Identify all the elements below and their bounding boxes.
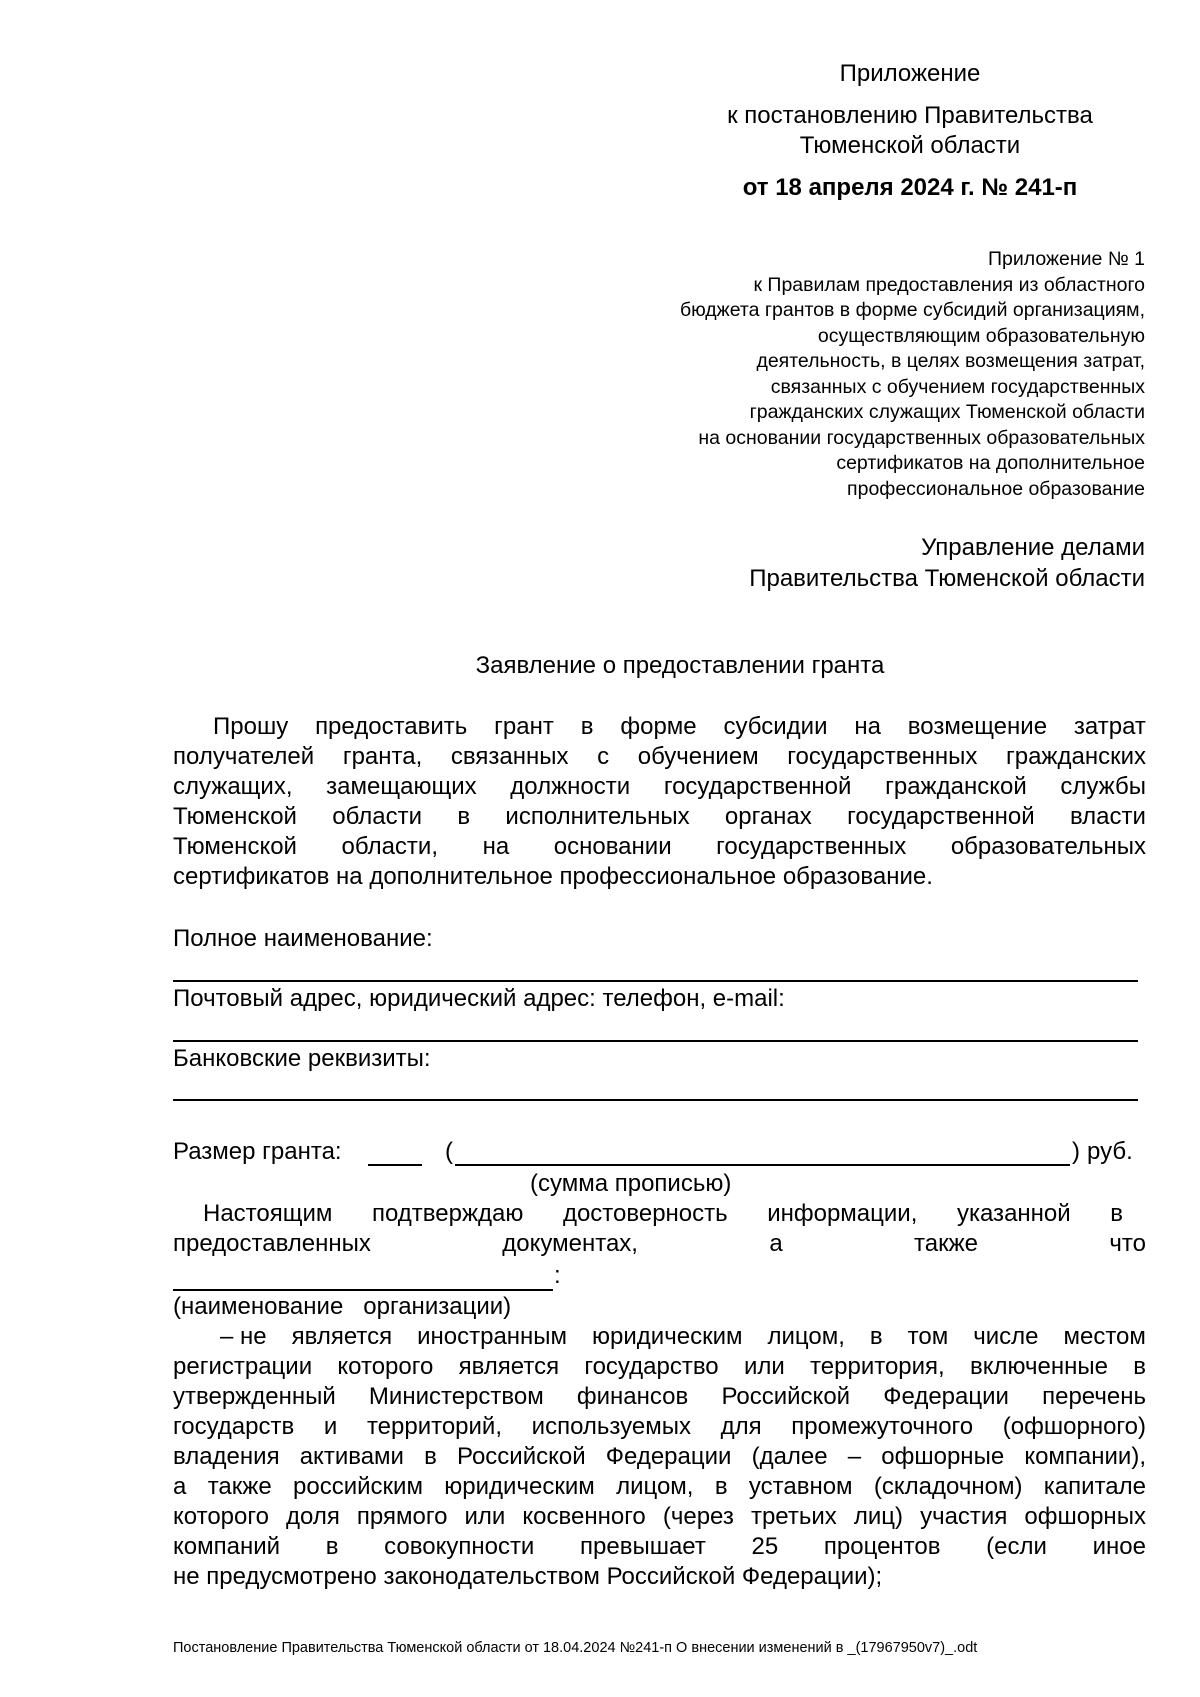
request-line bbox=[173, 743, 1146, 771]
bank-details-label: Банковские реквизиты: bbox=[173, 1045, 431, 1072]
word: (если bbox=[986, 1533, 1047, 1560]
word: исполнительных bbox=[505, 803, 690, 830]
word: 25 bbox=[751, 1533, 779, 1560]
sum-in-words-caption: (сумма прописью) bbox=[530, 1170, 732, 1197]
word: российским bbox=[293, 1473, 423, 1500]
request-line bbox=[173, 773, 1146, 801]
word: государственной bbox=[847, 803, 1035, 830]
word: в bbox=[714, 1473, 728, 1500]
offshore-line bbox=[220, 1323, 1146, 1351]
word: доля bbox=[286, 1503, 340, 1530]
word: в bbox=[325, 1533, 339, 1560]
word: местом bbox=[1063, 1323, 1146, 1350]
rules-appendix-line: на основании государственных образовательных bbox=[698, 426, 1145, 449]
word: государство bbox=[584, 1353, 719, 1380]
request-line-last: сертификатов на дополнительное профессиональное образование. bbox=[173, 863, 933, 890]
open-paren: ( bbox=[445, 1138, 453, 1165]
address-label: Почтовый адрес, юридический адрес: телефон, e-mail: bbox=[173, 985, 785, 1012]
word: лицом, bbox=[616, 1473, 694, 1500]
word: превышает bbox=[580, 1533, 706, 1560]
word: или bbox=[464, 1503, 506, 1530]
word: регистрации bbox=[173, 1353, 313, 1380]
word: а bbox=[769, 1230, 783, 1257]
word: компании), bbox=[1024, 1443, 1146, 1470]
request-line bbox=[213, 713, 1146, 741]
word: получателей bbox=[173, 743, 315, 770]
address-field[interactable] bbox=[173, 1040, 1138, 1042]
grant-amount-words-field[interactable] bbox=[455, 1164, 1070, 1166]
word: гражданской bbox=[885, 773, 1027, 800]
offshore-line bbox=[173, 1503, 1146, 1531]
word: области, bbox=[341, 833, 438, 860]
confirmation-line-1 bbox=[203, 1200, 1123, 1228]
word: форме bbox=[620, 713, 697, 740]
word: (складочном) bbox=[873, 1473, 1023, 1500]
word: для bbox=[720, 1413, 762, 1440]
word: информации, bbox=[767, 1200, 918, 1227]
word: которого bbox=[337, 1353, 434, 1380]
word: лицом, bbox=[767, 1323, 845, 1350]
rules-appendix-line: к Правилам предоставления из областного bbox=[753, 273, 1145, 296]
word: лиц) bbox=[853, 1503, 903, 1530]
word: – bbox=[847, 1443, 862, 1470]
word: компаний bbox=[173, 1533, 281, 1560]
word: или bbox=[743, 1353, 785, 1380]
offshore-line bbox=[173, 1533, 1146, 1561]
full-name-field[interactable] bbox=[173, 980, 1138, 982]
word: является bbox=[458, 1353, 560, 1380]
word: должности bbox=[510, 773, 631, 800]
word: также bbox=[207, 1473, 272, 1500]
rules-appendix-line: бюджета грантов в форме субсидий организациям, bbox=[679, 299, 1145, 321]
rules-appendix-line: деятельность, в целях возмещения затрат, bbox=[756, 350, 1145, 372]
word: Российской bbox=[456, 1443, 586, 1470]
word: – не bbox=[220, 1323, 267, 1350]
request-line bbox=[173, 803, 1146, 831]
word: офшорные bbox=[881, 1443, 1005, 1470]
word: и bbox=[323, 1413, 338, 1440]
resolution-line-1: к постановлению Правительства bbox=[727, 102, 1093, 129]
word: в bbox=[1110, 1200, 1123, 1227]
word: власти bbox=[1069, 803, 1146, 830]
word: государств bbox=[173, 1413, 295, 1440]
word: капитале bbox=[1043, 1473, 1146, 1500]
word: владения bbox=[173, 1443, 280, 1470]
word: процентов bbox=[823, 1533, 941, 1560]
word: Федерации bbox=[605, 1443, 732, 1470]
word: промежуточного bbox=[791, 1413, 974, 1440]
word: в bbox=[580, 713, 594, 740]
word: достоверность bbox=[562, 1200, 728, 1227]
word: уставном bbox=[748, 1473, 853, 1500]
word: обучением bbox=[637, 743, 759, 770]
grant-size-label: Размер гранта: bbox=[173, 1138, 342, 1165]
appendix-label: Приложение bbox=[839, 60, 981, 87]
word: предоставить bbox=[315, 713, 468, 740]
rules-appendix-line: Приложение № 1 bbox=[988, 248, 1145, 270]
word: активами bbox=[299, 1443, 404, 1470]
addressee-line-1: Управление делами bbox=[921, 534, 1145, 561]
word: на bbox=[482, 833, 510, 860]
word: включенные bbox=[970, 1353, 1108, 1380]
word: территория, bbox=[810, 1353, 945, 1380]
addressee-line-2: Правительства Тюменской области bbox=[749, 565, 1145, 592]
word: используемых bbox=[531, 1413, 691, 1440]
word: замещающих bbox=[326, 773, 477, 800]
grant-amount-field[interactable] bbox=[368, 1164, 422, 1166]
word: Министерством bbox=[368, 1383, 544, 1410]
resolution-line-2: Тюменской области bbox=[799, 132, 1021, 159]
word: предоставленных bbox=[173, 1230, 371, 1257]
organization-name-field[interactable] bbox=[173, 1289, 553, 1291]
resolution-date-number: от 18 апреля 2024 г. № 241-п bbox=[742, 174, 1078, 201]
word: служащих, bbox=[173, 773, 293, 800]
word: косвенного bbox=[522, 1503, 646, 1530]
word: третьих bbox=[750, 1503, 837, 1530]
word: что bbox=[1109, 1230, 1146, 1257]
word: (далее bbox=[751, 1443, 828, 1470]
word: возмещение bbox=[907, 713, 1048, 740]
word: Российской bbox=[721, 1383, 851, 1410]
word: органах bbox=[724, 803, 812, 830]
word: юридическим bbox=[444, 1473, 595, 1500]
rules-appendix-line: гражданских служащих Тюменской области bbox=[749, 401, 1145, 423]
confirmation-line-2 bbox=[173, 1230, 1146, 1258]
word: гранта, bbox=[342, 743, 423, 770]
addressee bbox=[749, 532, 1145, 594]
word: Тюменской bbox=[173, 833, 297, 860]
word: в bbox=[1133, 1353, 1146, 1380]
word: Прошу bbox=[213, 713, 289, 740]
word: в bbox=[424, 1443, 437, 1470]
word: государственных bbox=[787, 743, 978, 770]
word: участия bbox=[920, 1503, 1008, 1530]
colon: : bbox=[554, 1262, 561, 1289]
word: Настоящим bbox=[203, 1200, 333, 1227]
word: государственной bbox=[663, 773, 852, 800]
word: юридическим bbox=[592, 1323, 743, 1350]
word: указанной bbox=[956, 1200, 1071, 1227]
offshore-line bbox=[173, 1443, 1146, 1471]
word: с bbox=[597, 743, 610, 770]
word: числе bbox=[973, 1323, 1039, 1350]
word: на bbox=[854, 713, 881, 740]
word: субсидии bbox=[723, 713, 828, 740]
offshore-line bbox=[173, 1383, 1146, 1411]
word: том bbox=[907, 1323, 949, 1350]
word: Тюменской bbox=[173, 803, 297, 830]
word: затрат bbox=[1073, 713, 1146, 740]
word: (через bbox=[662, 1503, 734, 1530]
bank-details-field[interactable] bbox=[173, 1099, 1138, 1101]
word: прямого bbox=[356, 1503, 448, 1530]
word: в bbox=[457, 803, 471, 830]
word: которого bbox=[173, 1503, 269, 1530]
word: связанных bbox=[450, 743, 569, 770]
rules-appendix-line: сертификатов на дополнительное bbox=[836, 452, 1145, 474]
word: является bbox=[291, 1323, 393, 1350]
offshore-line bbox=[173, 1413, 1146, 1441]
word: подтверждаю bbox=[371, 1200, 524, 1227]
word: а bbox=[173, 1473, 187, 1500]
word: грант bbox=[494, 713, 554, 740]
word: образовательных bbox=[950, 833, 1146, 860]
word: государственных bbox=[716, 833, 907, 860]
request-line bbox=[173, 833, 1146, 861]
word: области bbox=[332, 803, 423, 830]
organization-caption: (наименование организации) bbox=[173, 1293, 512, 1320]
word: иное bbox=[1092, 1533, 1146, 1560]
word: Федерации bbox=[883, 1383, 1009, 1410]
word: офшорных bbox=[1024, 1503, 1146, 1530]
document-title: Заявление о предоставлении гранта bbox=[475, 652, 885, 679]
word: в bbox=[869, 1323, 883, 1350]
offshore-line-last: не предусмотрено законодательством Российской Федерации); bbox=[173, 1563, 883, 1590]
rules-appendix-line: связанных с обучением государственных bbox=[770, 375, 1145, 398]
rules-appendix-line: профессиональное образование bbox=[847, 477, 1145, 500]
word: иностранным bbox=[417, 1323, 568, 1350]
currency-label: руб. bbox=[1087, 1138, 1133, 1165]
word: (офшорного) bbox=[1002, 1413, 1146, 1440]
rules-appendix bbox=[680, 247, 1145, 502]
word: гражданских bbox=[1005, 743, 1146, 770]
offshore-line bbox=[173, 1353, 1146, 1381]
word: основании bbox=[553, 833, 672, 860]
document-footer: Постановление Правительства Тюменской области от 18.04.2024 №241-п О внесении изменений в _(17967950v7)_.odt bbox=[173, 1640, 978, 1656]
word: территорий, bbox=[366, 1413, 503, 1440]
word: совокупности bbox=[384, 1533, 535, 1560]
word: также bbox=[914, 1230, 979, 1257]
word: документах, bbox=[502, 1230, 638, 1257]
close-paren: ) bbox=[1072, 1138, 1080, 1165]
offshore-line bbox=[173, 1473, 1146, 1501]
word: службы bbox=[1060, 773, 1146, 800]
rules-appendix-line: осуществляющим образовательную bbox=[817, 324, 1145, 347]
full-name-label: Полное наименование: bbox=[173, 925, 433, 952]
word: утвержденный bbox=[173, 1383, 336, 1410]
word: финансов bbox=[576, 1383, 689, 1410]
word: перечень bbox=[1042, 1383, 1146, 1410]
